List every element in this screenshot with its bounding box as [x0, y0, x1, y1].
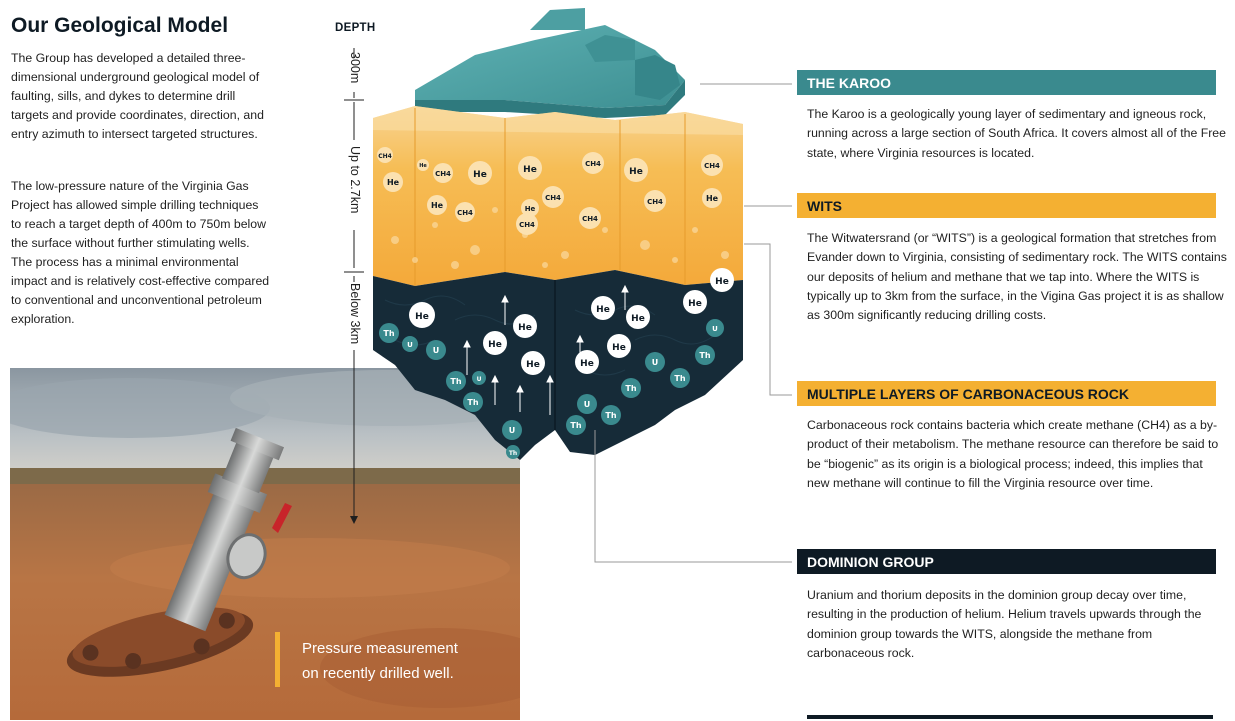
section-header-dominion-group — [797, 549, 1216, 574]
svg-text:He: He — [430, 201, 444, 210]
svg-text:U: U — [476, 376, 482, 383]
helium-marker — [624, 158, 648, 182]
helium-marker — [417, 159, 429, 171]
svg-text:He: He — [386, 178, 400, 187]
svg-text:U: U — [432, 346, 440, 355]
depth-mark-2-7km: Up to 2.7km — [348, 146, 362, 214]
methane-marker — [582, 152, 604, 174]
svg-text:He: He — [473, 170, 487, 180]
thorium-marker — [566, 415, 586, 435]
depth-label: DEPTH — [335, 22, 376, 34]
caption-line-2: on recently drilled well. — [302, 665, 454, 682]
svg-text:Th: Th — [674, 374, 686, 383]
helium-marker — [383, 172, 403, 192]
svg-text:He: He — [631, 314, 645, 324]
svg-text:CH4: CH4 — [435, 170, 451, 178]
uranium-marker — [472, 371, 486, 385]
helium-marker — [513, 314, 537, 338]
thorium-marker — [601, 405, 621, 425]
svg-text:U: U — [712, 325, 718, 333]
helium-marker — [409, 302, 435, 328]
section-heading-wits: WITS — [807, 198, 842, 214]
svg-text:Th: Th — [699, 351, 711, 360]
svg-text:U: U — [407, 341, 413, 349]
svg-text:He: He — [629, 167, 643, 177]
svg-text:He: He — [596, 305, 610, 315]
section-heading-carbonaceous-rock: MULTIPLE LAYERS OF CARBONACEOUS ROCK — [807, 386, 1130, 402]
karoo-layer — [415, 8, 685, 118]
thorium-marker — [506, 445, 520, 459]
page-title: Our Geological Model — [11, 14, 229, 37]
section-body-carbonaceous-rock: Carbonaceous rock contains bacteria which create methane (CH4) as a by-product of their metabolism. The methane resource can therefore be said to be “biogenic” as its origin is a biological process; indeed, this implies that new methane will continue to fill the Virginia resource over time. — [807, 418, 1219, 490]
svg-text:CH4: CH4 — [545, 194, 561, 202]
section-heading-karoo: THE KAROO — [807, 75, 891, 91]
svg-text:CH4: CH4 — [582, 215, 598, 223]
svg-text:CH4: CH4 — [378, 153, 392, 160]
thorium-marker — [463, 392, 483, 412]
svg-text:He: He — [705, 194, 719, 203]
section-heading-dominion-group: DOMINION GROUP — [807, 554, 934, 570]
svg-text:CH4: CH4 — [704, 162, 720, 170]
helium-marker — [702, 188, 722, 208]
helium-marker — [518, 156, 542, 180]
methane-marker — [644, 190, 666, 212]
methane-marker — [516, 213, 538, 235]
section-body-wits: The Witwatersrand (or “WITS”) is a geological formation that stretches from Evander down to Virginia, consisting of sedimentary rock. The WITS contains our deposits of helium and methane that we tap into. Where the WITS is typically up to 3km from the surface, in the Vigina Gas project it is as shallow as 300m significantly reducing drilling costs. — [807, 231, 1227, 323]
depth-mark-300m: 300m — [348, 52, 362, 84]
uranium-marker — [706, 319, 724, 337]
svg-text:He: He — [518, 323, 532, 333]
svg-text:He: He — [524, 205, 536, 213]
helium-marker — [575, 350, 599, 374]
svg-text:Th: Th — [450, 377, 462, 386]
svg-text:U: U — [583, 400, 591, 409]
thorium-marker — [379, 323, 399, 343]
svg-text:Th: Th — [508, 450, 518, 457]
methane-marker — [579, 207, 601, 229]
uranium-marker — [402, 336, 418, 352]
svg-text:Th: Th — [605, 411, 617, 420]
svg-text:U: U — [651, 358, 659, 367]
methane-marker — [377, 147, 393, 163]
helium-marker — [483, 331, 507, 355]
svg-text:CH4: CH4 — [519, 221, 535, 229]
uranium-marker — [577, 394, 597, 414]
depth-mark-below-3km: Below 3km — [348, 283, 362, 345]
svg-text:Th: Th — [467, 398, 479, 407]
svg-text:He: He — [523, 165, 537, 175]
svg-text:CH4: CH4 — [585, 160, 601, 168]
svg-text:He: He — [612, 343, 626, 353]
thorium-marker — [446, 371, 466, 391]
geological-block-diagram — [355, 0, 775, 470]
svg-text:He: He — [488, 340, 502, 350]
section-header-carbonaceous-rock — [797, 381, 1216, 406]
svg-text:He: He — [419, 163, 427, 169]
section-body-dominion-group: Uranium and thorium deposits in the dominion group decay over time, resulting in the production of helium. Helium travels upwards through the dominion group towards the WITS, alongside the methane from carbonaceous rock. — [807, 588, 1202, 660]
helium-marker — [427, 195, 447, 215]
svg-text:CH4: CH4 — [647, 198, 663, 206]
methane-marker — [542, 186, 564, 208]
section-body-karoo: The Karoo is a geologically young layer of sedimentary and igneous rock, running across a large section of South Africa. It covers almost all of the Free state, where Virginia resources is located. — [807, 107, 1226, 160]
svg-text:He: He — [415, 312, 429, 322]
helium-marker — [591, 296, 615, 320]
helium-marker — [626, 305, 650, 329]
svg-text:He: He — [580, 359, 594, 369]
thorium-marker — [695, 345, 715, 365]
uranium-marker — [502, 420, 522, 440]
thorium-marker — [670, 368, 690, 388]
svg-text:Th: Th — [383, 329, 395, 338]
bottom-rule — [807, 715, 1213, 719]
caption-line-1: Pressure measurement — [302, 640, 458, 657]
uranium-marker — [426, 340, 446, 360]
svg-text:CH4: CH4 — [457, 209, 473, 217]
helium-marker — [710, 268, 734, 292]
methane-marker — [433, 163, 453, 183]
intro-paragraph-1: The Group has developed a detailed three-dimensional underground geological model of faulting, sills, and dykes to determine drill targets and provide coordinates, direction, and entry azimuth to intersect targeted structures. — [11, 51, 264, 141]
svg-text:Th: Th — [570, 421, 582, 430]
svg-text:He: He — [526, 360, 540, 370]
section-header-wits — [797, 193, 1216, 218]
intro-paragraph-2: The low-pressure nature of the Virginia Gas Project has allowed simple drilling techniques to reach a target depth of 400m to 750m below the surface without further stimulating wells. The process has a minimal environmental impact and is relatively cost-effective compared to conventional and unconventional petroleum exploration. — [11, 179, 270, 326]
svg-text:U: U — [508, 426, 516, 435]
helium-marker — [607, 334, 631, 358]
thorium-marker — [621, 378, 641, 398]
helium-marker — [468, 161, 492, 185]
methane-marker — [701, 154, 723, 176]
svg-text:He: He — [688, 299, 702, 309]
section-header-karoo — [797, 70, 1216, 95]
svg-text:He: He — [715, 277, 729, 287]
helium-marker — [521, 351, 545, 375]
methane-marker — [455, 202, 475, 222]
svg-text:Th: Th — [625, 384, 637, 393]
uranium-marker — [645, 352, 665, 372]
photo-caption — [302, 636, 458, 686]
caption-accent-bar — [275, 632, 280, 687]
helium-marker — [683, 290, 707, 314]
